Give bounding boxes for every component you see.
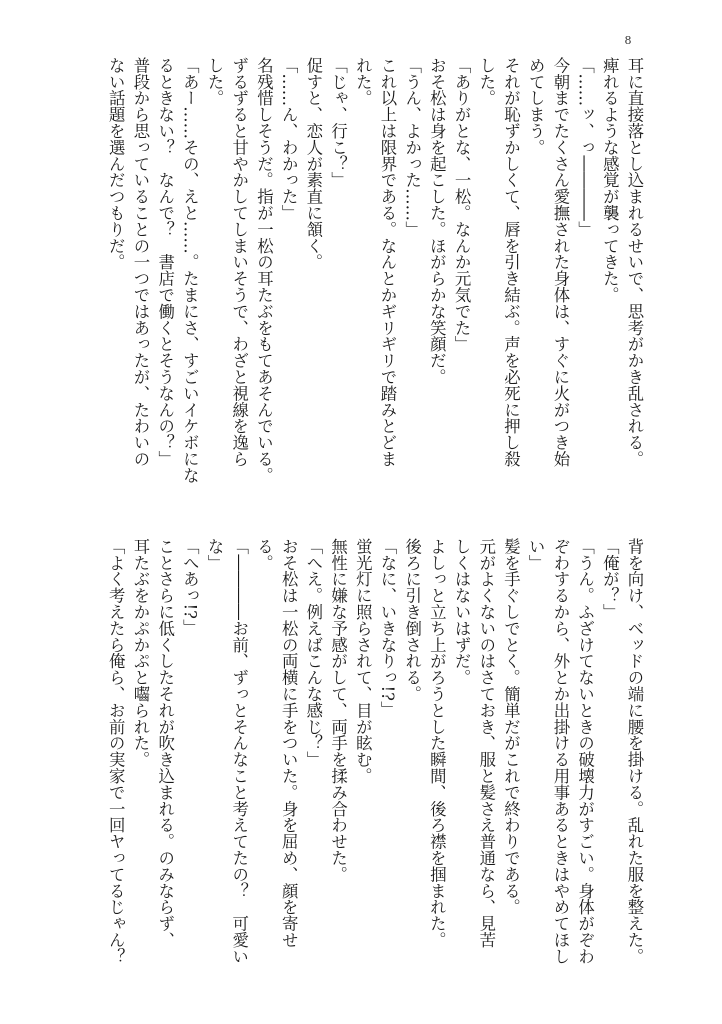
text-line: 「うん、よかった……」 bbox=[402, 57, 422, 238]
text-line: 「へえ。例えばこんな感じ？」 bbox=[303, 538, 323, 768]
text-block-bottom bbox=[108, 538, 646, 978]
text-line: れた。 bbox=[353, 57, 373, 107]
text-line: した。 bbox=[476, 57, 496, 107]
text-line: しくはないはずだ。 bbox=[452, 538, 472, 686]
text-line: い」 bbox=[526, 538, 546, 571]
page-number: 8 bbox=[624, 34, 632, 47]
text-line: る。 bbox=[254, 538, 274, 571]
text-line: ずるずると甘やかしてしまいそうで、わざと視線を逸ら bbox=[229, 57, 249, 467]
text-line: 「へあっ!?」 bbox=[180, 538, 200, 636]
text-line: 「よく考えたら俺ら、お前の実家で一回ヤってるじゃん？ bbox=[106, 538, 126, 965]
text-block-top bbox=[108, 57, 646, 497]
text-line: 耳たぶをかぷかぷと囓られた。 bbox=[130, 538, 150, 768]
text-line: 促すと、恋人が素直に頷く。 bbox=[303, 57, 323, 271]
text-line: な」 bbox=[205, 538, 225, 571]
text-line: 名残惜しそうだ。指が一松の耳たぶをもてあそんでいる。 bbox=[254, 57, 274, 484]
text-line: 「俺が？」 bbox=[600, 538, 620, 620]
text-line: 蛍光灯に照らされて、目が眩む。 bbox=[353, 538, 373, 784]
text-line: 「……ん、わかった」 bbox=[279, 57, 299, 221]
text-line: 「――――お前、ずっとそんなこと考えてたの？ 可愛い bbox=[229, 538, 249, 965]
text-line: それが恥ずかしくて、唇を引き結ぶ。声を必死に押し殺 bbox=[501, 57, 521, 467]
text-line: ない話題を選んだつもりだ。 bbox=[106, 57, 126, 271]
text-line: これ以上は限界である。なんとかギリギリで踏みとどま bbox=[377, 57, 397, 467]
text-line: 「なに、いきなりっ!?」 bbox=[377, 538, 397, 718]
text-line: めてしまう。 bbox=[526, 57, 546, 156]
text-line: 「……ッ、っ――――」 bbox=[575, 57, 595, 238]
text-line: 普段から思っていることの一つではあったが、たわいの bbox=[130, 57, 150, 467]
text-line: 元がよくないのはさておき、服と髪さえ普通なら、見苦 bbox=[476, 538, 496, 948]
text-line: 「じゃ、行こ？」 bbox=[328, 57, 348, 189]
text-line: 後ろに引き倒される。 bbox=[402, 538, 422, 702]
text-line: 背を向け、ベッドの端に腰を掛ける。乱れた服を整えた。 bbox=[625, 538, 644, 965]
text-line: 痺れるような感覚が襲ってきた。 bbox=[600, 57, 620, 303]
text-line: るときない？ なんで？ 書店で働くとそうなんの？」 bbox=[155, 57, 175, 467]
text-line: 髪を手ぐしでとく。簡単だがこれで終わりである。 bbox=[501, 538, 521, 916]
text-line: ぞわするから、外とか出掛ける用事あるときはやめてほし bbox=[550, 538, 570, 965]
text-line: 「ありがとな、一松。なんか元気でた」 bbox=[452, 57, 472, 353]
text-line: 「うん。ふざけてないときの破壊力がすごい。身体がぞわ bbox=[575, 538, 595, 965]
text-line: 無性に嫌な予感がして、両手を揉み合わせた。 bbox=[328, 538, 348, 883]
text-line: 耳に直接落とし込まれるせいで、思考がかき乱される。 bbox=[625, 57, 644, 467]
text-line: よしっと立ち上がろうとした瞬間、後ろ襟を掴まれた。 bbox=[427, 538, 447, 948]
text-line: ことさらに低くしたそれが吹き込まれる。のみならず、 bbox=[155, 538, 175, 948]
text-line: した。 bbox=[205, 57, 225, 107]
text-line: 今朝までたくさん愛撫された身体は、すぐに火がつき始 bbox=[550, 57, 570, 467]
text-line: おそ松は身を起こした。ほがらかな笑顔だ。 bbox=[427, 57, 447, 385]
text-line: おそ松は一松の両横に手をついた。身を屈め、顔を寄せ bbox=[279, 538, 299, 948]
text-line: 「あー……その、えと……。たまにさ、すごいイケボにな bbox=[180, 57, 200, 484]
